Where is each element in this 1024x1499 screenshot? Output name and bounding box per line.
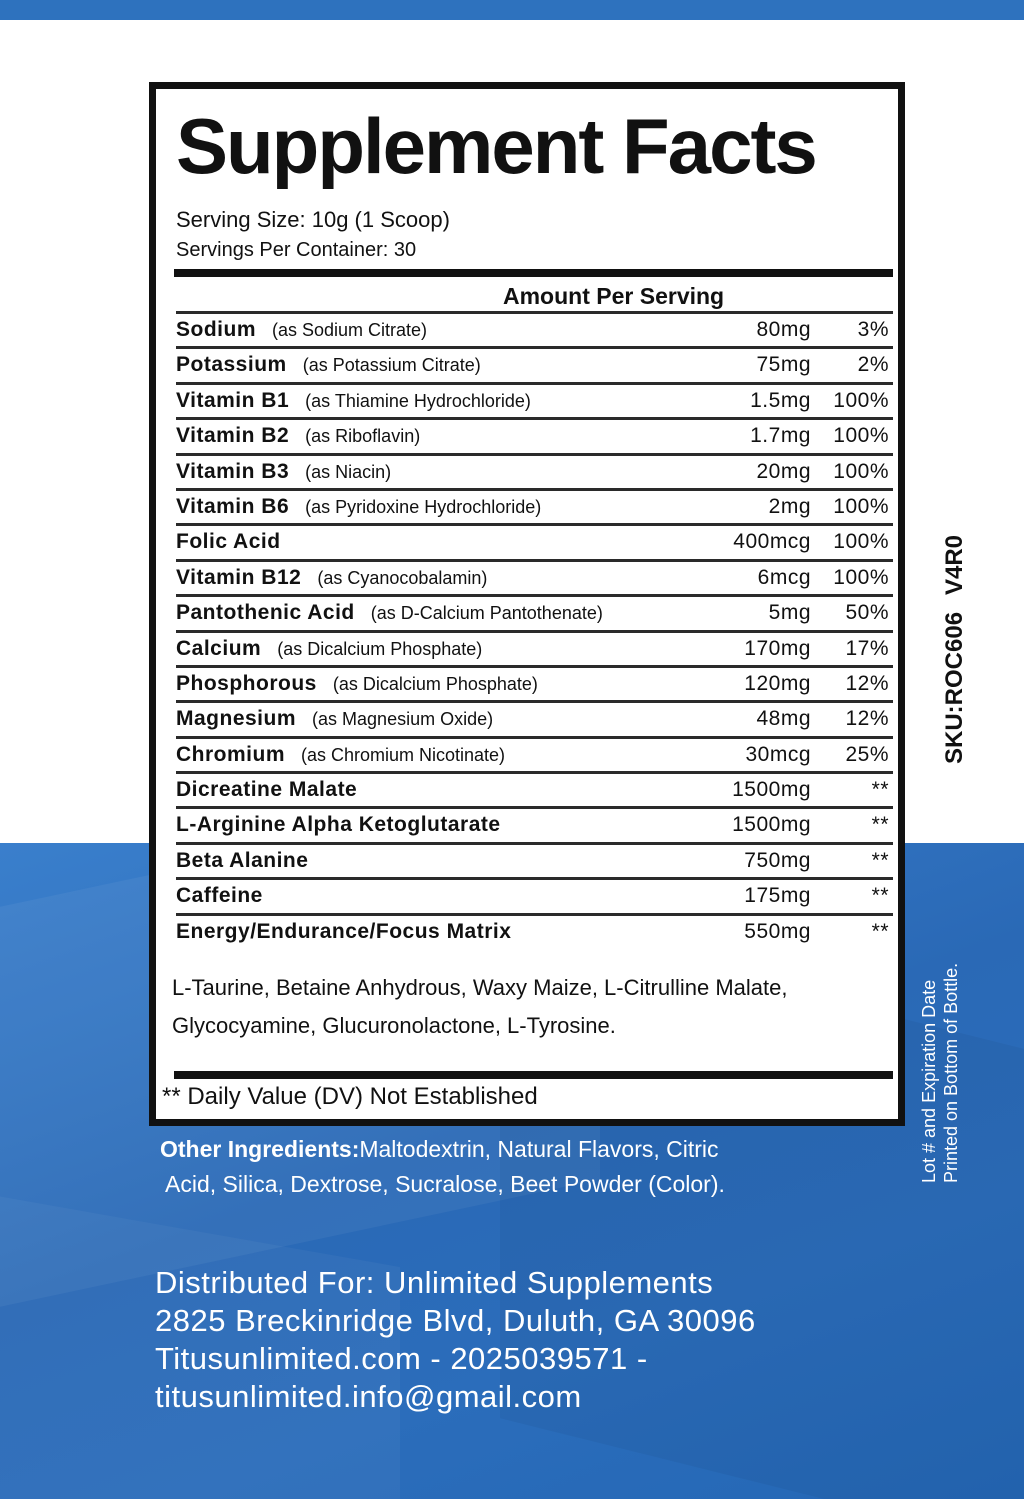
nutrient-row (176, 877, 893, 912)
nutrient-source: (as Riboflavin) (305, 426, 421, 447)
nutrient-amount: 5mg (768, 601, 811, 625)
nutrient-row (176, 806, 893, 841)
nutrient-name: Potassium (176, 353, 287, 377)
nutrient-amount: 80mg (756, 318, 811, 341)
nutrient-daily-value: 12% (845, 707, 889, 731)
nutrient-name-cell (176, 318, 427, 342)
nutrient-table (176, 311, 893, 948)
nutrient-row (176, 346, 893, 381)
distributor-line: Titusunlimited.com - 2025039571 - (155, 1341, 648, 1376)
nutrient-name-cell (176, 849, 308, 873)
nutrient-amount: 1500mg (732, 813, 811, 837)
nutrient-name-cell (176, 778, 357, 802)
nutrient-name-cell (176, 707, 493, 731)
nutrient-daily-value: ** (871, 848, 889, 872)
nutrient-amount: 30mcg (745, 742, 811, 766)
nutrient-row (176, 311, 893, 346)
nutrient-name: Vitamin B3 (176, 459, 290, 483)
serving-size: Serving Size: 10g (1 Scoop) (176, 207, 450, 232)
matrix-ingredients-line: Glycocyamine, Glucuronolactone, L-Tyrosine. (172, 1013, 616, 1038)
nutrient-name-cell (176, 637, 482, 661)
nutrient-row (176, 665, 893, 700)
amount-per-serving-header: Amount Per Serving (503, 283, 725, 309)
nutrient-source: (as D-Calcium Pantothenate) (370, 603, 603, 624)
nutrient-daily-value: 100% (833, 388, 889, 412)
nutrient-name-cell (176, 672, 538, 696)
distributor-line: titusunlimited.info@gmail.com (155, 1379, 582, 1414)
nutrient-name-cell (176, 460, 391, 484)
nutrient-source: (as Pyridoxine Hydrochloride) (305, 496, 542, 517)
nutrient-amount: 1.5mg (750, 388, 811, 412)
nutrient-daily-value: 17% (845, 636, 889, 660)
other-ingredients (160, 1132, 820, 1202)
nutrient-amount: 170mg (744, 636, 811, 660)
other-ingredients-text: Maltodextrin, Natural Flavors, Citric (359, 1136, 719, 1162)
nutrient-daily-value: 100% (833, 459, 889, 483)
nutrient-daily-value: 100% (833, 565, 889, 589)
nutrient-name-cell (176, 920, 511, 944)
nutrient-row (176, 594, 893, 629)
nutrient-name-cell (176, 884, 263, 908)
nutrient-daily-value: ** (871, 778, 889, 802)
nutrient-name: Magnesium (176, 707, 297, 731)
nutrient-amount: 48mg (756, 707, 811, 731)
lot-note-line: Printed on Bottom of Bottle. (941, 962, 961, 1183)
nutrient-name: Vitamin B12 (176, 565, 302, 589)
supplement-facts-panel (149, 82, 905, 1126)
lot-note-line: Lot # and Expiration Date (919, 979, 939, 1183)
nutrient-amount: 20mg (756, 459, 811, 483)
nutrient-name: Folic Acid (176, 530, 281, 554)
nutrient-source: (as Chromium Nicotinate) (301, 744, 506, 765)
nutrient-daily-value: 50% (845, 601, 889, 625)
nutrient-amount: 1.7mg (750, 424, 811, 448)
nutrient-source: (as Cyanocobalamin) (317, 567, 488, 588)
nutrient-row (176, 523, 893, 558)
nutrient-row (176, 736, 893, 771)
nutrient-source: (as Magnesium Oxide) (312, 709, 494, 730)
nutrient-amount: 1500mg (732, 778, 811, 802)
nutrient-name-cell (176, 743, 505, 767)
nutrient-name-cell (176, 530, 281, 554)
nutrient-amount: 400mcg (733, 530, 811, 554)
nutrient-name-cell (176, 601, 603, 625)
nutrient-daily-value: 100% (833, 424, 889, 448)
nutrient-name: Energy/Endurance/Focus Matrix (176, 919, 512, 943)
nutrient-row (176, 700, 893, 735)
other-ingredients-text: Acid, Silica, Dextrose, Sucralose, Beet Powder (Color). (165, 1171, 725, 1197)
version-code: V4R0 (941, 534, 968, 596)
nutrient-row (176, 842, 893, 877)
nutrient-row (176, 559, 893, 594)
nutrient-amount: 6mcg (757, 565, 811, 589)
nutrient-name: Sodium (176, 318, 256, 341)
nutrient-name: Dicreatine Malate (176, 778, 358, 802)
nutrient-daily-value: 100% (833, 530, 889, 554)
nutrient-daily-value: ** (871, 884, 889, 908)
nutrient-daily-value: ** (871, 919, 889, 943)
nutrient-daily-value: ** (871, 813, 889, 837)
nutrient-name-cell (176, 353, 481, 377)
nutrient-row (176, 382, 893, 417)
daily-value-note: ** Daily Value (DV) Not Established (162, 1083, 538, 1110)
nutrient-name-cell (176, 389, 531, 413)
matrix-ingredients-line: L-Taurine, Betaine Anhydrous, Waxy Maize, L-Citrulline Malate, (172, 975, 788, 1000)
panel-title: Supplement Facts (176, 102, 816, 190)
nutrient-name: Vitamin B2 (176, 424, 290, 448)
nutrient-name: Calcium (176, 636, 262, 660)
nutrient-name-cell (176, 813, 501, 837)
nutrient-row (176, 488, 893, 523)
nutrient-name: Vitamin B6 (176, 494, 290, 518)
other-ingredients-line (160, 1132, 820, 1167)
nutrient-amount: 550mg (744, 919, 811, 943)
nutrient-source: (as Potassium Citrate) (302, 355, 481, 376)
nutrient-daily-value: 2% (857, 353, 889, 377)
nutrient-amount: 175mg (744, 884, 811, 908)
nutrient-name: Beta Alanine (176, 848, 309, 872)
thick-divider (174, 269, 893, 277)
matrix-ingredients (172, 969, 872, 1045)
nutrient-name-cell (176, 424, 420, 448)
sku-code: SKU:ROC606 (941, 611, 968, 764)
nutrient-name-cell (176, 566, 487, 590)
distributor-line: 2825 Breckinridge Blvd, Duluth, GA 30096 (155, 1303, 756, 1338)
nutrient-row (176, 453, 893, 488)
nutrient-name-cell (176, 495, 541, 519)
nutrient-source: (as Dicalcium Phosphate) (332, 673, 538, 694)
nutrient-daily-value: 100% (833, 494, 889, 518)
nutrient-name: Pantothenic Acid (176, 601, 355, 625)
nutrient-daily-value: 25% (845, 742, 889, 766)
top-color-band (0, 0, 1024, 20)
nutrient-name: L-Arginine Alpha Ketoglutarate (176, 813, 501, 837)
thick-divider (174, 1071, 893, 1079)
nutrient-daily-value: 12% (845, 671, 889, 695)
nutrient-name: Caffeine (176, 884, 263, 908)
nutrient-name: Phosphorous (176, 671, 317, 695)
nutrient-row (176, 630, 893, 665)
nutrient-amount: 75mg (756, 353, 811, 377)
nutrient-source: (as Sodium Citrate) (272, 320, 428, 340)
other-ingredients-label: Other Ingredients: (160, 1136, 360, 1162)
nutrient-amount: 120mg (744, 671, 811, 695)
nutrient-row (176, 913, 893, 948)
nutrient-amount: 750mg (744, 848, 811, 872)
nutrient-row (176, 771, 893, 806)
nutrient-daily-value: 3% (857, 318, 889, 341)
distributor-line: Distributed For: Unlimited Supplements (155, 1265, 714, 1300)
nutrient-name: Chromium (176, 742, 285, 766)
nutrient-source: (as Niacin) (305, 461, 392, 482)
nutrient-source: (as Dicalcium Phosphate) (277, 638, 483, 659)
servings-per-container: Servings Per Container: 30 (176, 239, 417, 261)
nutrient-source: (as Thiamine Hydrochloride) (305, 390, 531, 411)
distributor-info (155, 1264, 875, 1416)
lot-expiration-note (918, 803, 968, 1183)
nutrient-amount: 2mg (768, 494, 811, 518)
nutrient-row (176, 417, 893, 452)
nutrient-name: Vitamin B1 (176, 388, 290, 412)
